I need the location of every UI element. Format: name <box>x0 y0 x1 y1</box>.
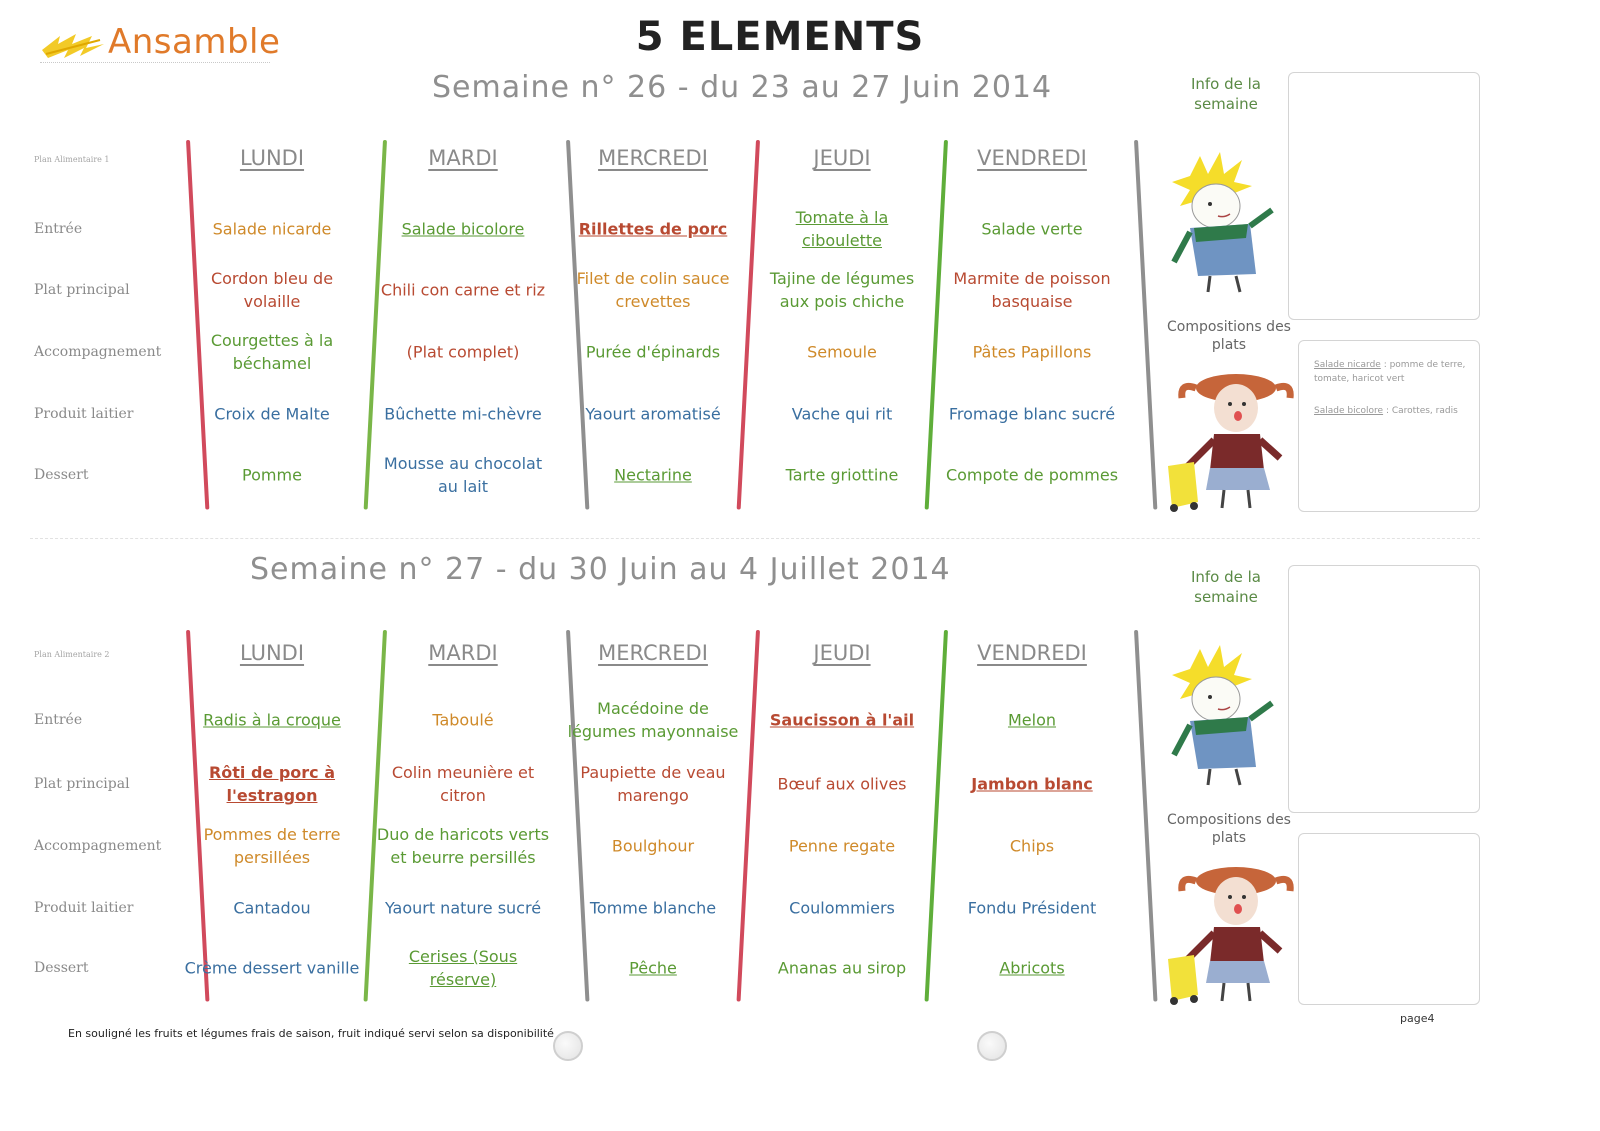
girl-illustration-icon <box>1160 362 1300 512</box>
menu-item: Rôti de porc à l'estragon <box>208 763 336 805</box>
day-heading: LUNDI <box>239 641 305 665</box>
composition-dish-name: Salade bicolore <box>1314 406 1384 416</box>
menu-item: Tajine de légumes aux pois chiche <box>769 269 915 311</box>
girl-illustration <box>1160 855 1300 1005</box>
menu-item: Purée d'épinards <box>585 342 721 362</box>
row-label: Dessert <box>34 960 89 976</box>
compositions-title: Compositions des plats <box>1167 319 1291 353</box>
row-label: Dessert <box>34 467 89 483</box>
column-separator <box>566 630 589 1002</box>
footnote: En souligné les fruits et légumes frais de saison, fruit indiqué servi selon sa disponibilité <box>68 1027 554 1040</box>
composition-dish-name: Salade nicarde <box>1314 360 1381 370</box>
menu-item: Mousse au chocolat au lait <box>383 454 543 496</box>
column-separator <box>1134 630 1157 1002</box>
column-separator <box>1134 140 1157 510</box>
menu-item: Cordon bleu de volaille <box>210 269 334 311</box>
page-title: 5 ELEMENTS <box>635 14 925 60</box>
menu-item: Abricots <box>999 958 1065 978</box>
row-label: Produit laitier <box>34 406 134 422</box>
menu-item: Fromage blanc sucré <box>948 404 1116 424</box>
menu-item: Yaourt aromatisé <box>585 404 721 424</box>
menu-item: Chili con carne et riz <box>380 280 546 300</box>
menu-item: Ananas au sirop <box>777 958 907 978</box>
menu-item: Courgettes à la béchamel <box>210 331 334 373</box>
menu-item: Coulommiers <box>789 898 895 918</box>
menu-item: Salade verte <box>981 219 1083 239</box>
day-heading: MARDI <box>428 146 498 170</box>
week-heading: Semaine n° 26 - du 23 au 27 Juin 2014 <box>432 70 1053 105</box>
column-separator <box>186 140 209 510</box>
boy-illustration <box>1160 639 1280 789</box>
day-heading: VENDREDI <box>977 146 1087 170</box>
menu-item: Tarte griottine <box>785 465 899 485</box>
menu-item: Melon <box>1007 710 1057 730</box>
day-heading: MERCREDI <box>598 641 708 665</box>
row-label: Entrée <box>34 221 83 237</box>
menu-item: Cantadou <box>233 898 311 918</box>
menu-item: Chips <box>1009 836 1055 856</box>
menu-item: Fondu Président <box>967 898 1097 918</box>
column-separator <box>186 630 209 1002</box>
menu-item: Paupiette de veau marengo <box>580 763 726 805</box>
boy-illustration <box>1160 146 1280 296</box>
menu-item: Vache qui rit <box>791 404 893 424</box>
menu-item: Yaourt nature sucré <box>384 898 542 918</box>
page-number: page4 <box>1400 1012 1435 1025</box>
menu-item: Croix de Malte <box>214 404 330 424</box>
binder-hole <box>977 1031 1007 1061</box>
menu-item: Colin meunière et citron <box>391 763 535 805</box>
compositions-box <box>1298 833 1480 1005</box>
menu-item: Pommes de terre persillées <box>203 825 341 867</box>
menu-item: Radis à la croque <box>203 710 341 730</box>
menu-item: Pâtes Papillons <box>972 342 1092 362</box>
menu-item: Filet de colin sauce crevettes <box>576 269 730 311</box>
week-divider <box>30 538 1480 539</box>
girl-illustration <box>1160 362 1300 512</box>
info-box <box>1288 565 1480 813</box>
plan-label: Plan Alimentaire 2 <box>34 650 110 659</box>
day-heading: LUNDI <box>239 146 305 170</box>
composition-note <box>1314 404 1484 418</box>
day-heading: MERCREDI <box>598 146 708 170</box>
logo-underline <box>40 62 270 66</box>
menu-item: Penne regate <box>788 836 896 856</box>
row-label: Plat principal <box>34 776 130 792</box>
menu-item: Duo de haricots verts et beurre persillés <box>376 825 550 867</box>
compositions-title: Compositions des plats <box>1167 812 1291 846</box>
logo-brush-icon <box>40 30 106 60</box>
day-heading: VENDREDI <box>977 641 1087 665</box>
menu-item: Rillettes de porc <box>578 219 728 239</box>
composition-ingredients: : pomme de terre, tomate, haricot vert <box>1314 360 1466 384</box>
column-separator <box>925 630 948 1002</box>
composition-ingredients: : Carottes, radis <box>1383 406 1458 416</box>
day-heading: JEUDI <box>813 146 871 170</box>
menu-item: Salade bicolore <box>401 219 525 239</box>
column-separator <box>737 630 760 1002</box>
menu-item: Pêche <box>629 958 677 978</box>
row-label: Accompagnement <box>34 838 162 854</box>
menu-item: Taboulé <box>432 710 494 730</box>
logo-text: Ansamble <box>108 22 281 62</box>
menu-item: Macédoine de légumes mayonnaise <box>567 699 739 741</box>
column-separator <box>566 140 589 510</box>
menu-item: Crème dessert vanille <box>184 958 360 978</box>
binder-hole <box>553 1031 583 1061</box>
menu-item: Salade nicarde <box>212 219 332 239</box>
composition-note <box>1314 358 1484 386</box>
menu-item: Cerises (Sous réserve) <box>408 947 518 989</box>
column-separator <box>925 140 948 510</box>
menu-item: Compote de pommes <box>945 465 1119 485</box>
row-label: Produit laitier <box>34 900 134 916</box>
menu-item: Boulghour <box>611 836 695 856</box>
menu-item: Bûchette mi-chèvre <box>384 404 542 424</box>
boy-illustration-icon <box>1160 146 1280 296</box>
menu-item: Semoule <box>807 342 877 362</box>
girl-illustration-icon <box>1160 855 1300 1005</box>
boy-illustration-icon <box>1160 639 1280 789</box>
menu-item: Pomme <box>242 465 302 485</box>
menu-item: Nectarine <box>614 465 692 485</box>
week-heading: Semaine n° 27 - du 30 Juin au 4 Juillet 2014 <box>250 552 951 587</box>
day-heading: JEUDI <box>813 641 871 665</box>
column-separator <box>737 140 760 510</box>
row-label: Plat principal <box>34 282 130 298</box>
menu-item: Jambon blanc <box>971 774 1093 794</box>
info-title: Info de la semaine <box>1190 568 1262 606</box>
menu-item: (Plat complet) <box>406 342 520 362</box>
row-label: Accompagnement <box>34 344 162 360</box>
day-heading: MARDI <box>428 641 498 665</box>
ansamble-logo <box>40 22 300 72</box>
plan-label: Plan Alimentaire 1 <box>34 155 110 164</box>
menu-item: Saucisson à l'ail <box>769 710 915 730</box>
info-title: Info de la semaine <box>1190 75 1262 113</box>
menu-item: Tomate à la ciboulette <box>795 208 889 250</box>
info-box <box>1288 72 1480 320</box>
menu-item: Bœuf aux olives <box>777 774 907 794</box>
menu-item: Marmite de poisson basquaise <box>953 269 1111 311</box>
row-label: Entrée <box>34 712 83 728</box>
menu-item: Tomme blanche <box>589 898 717 918</box>
